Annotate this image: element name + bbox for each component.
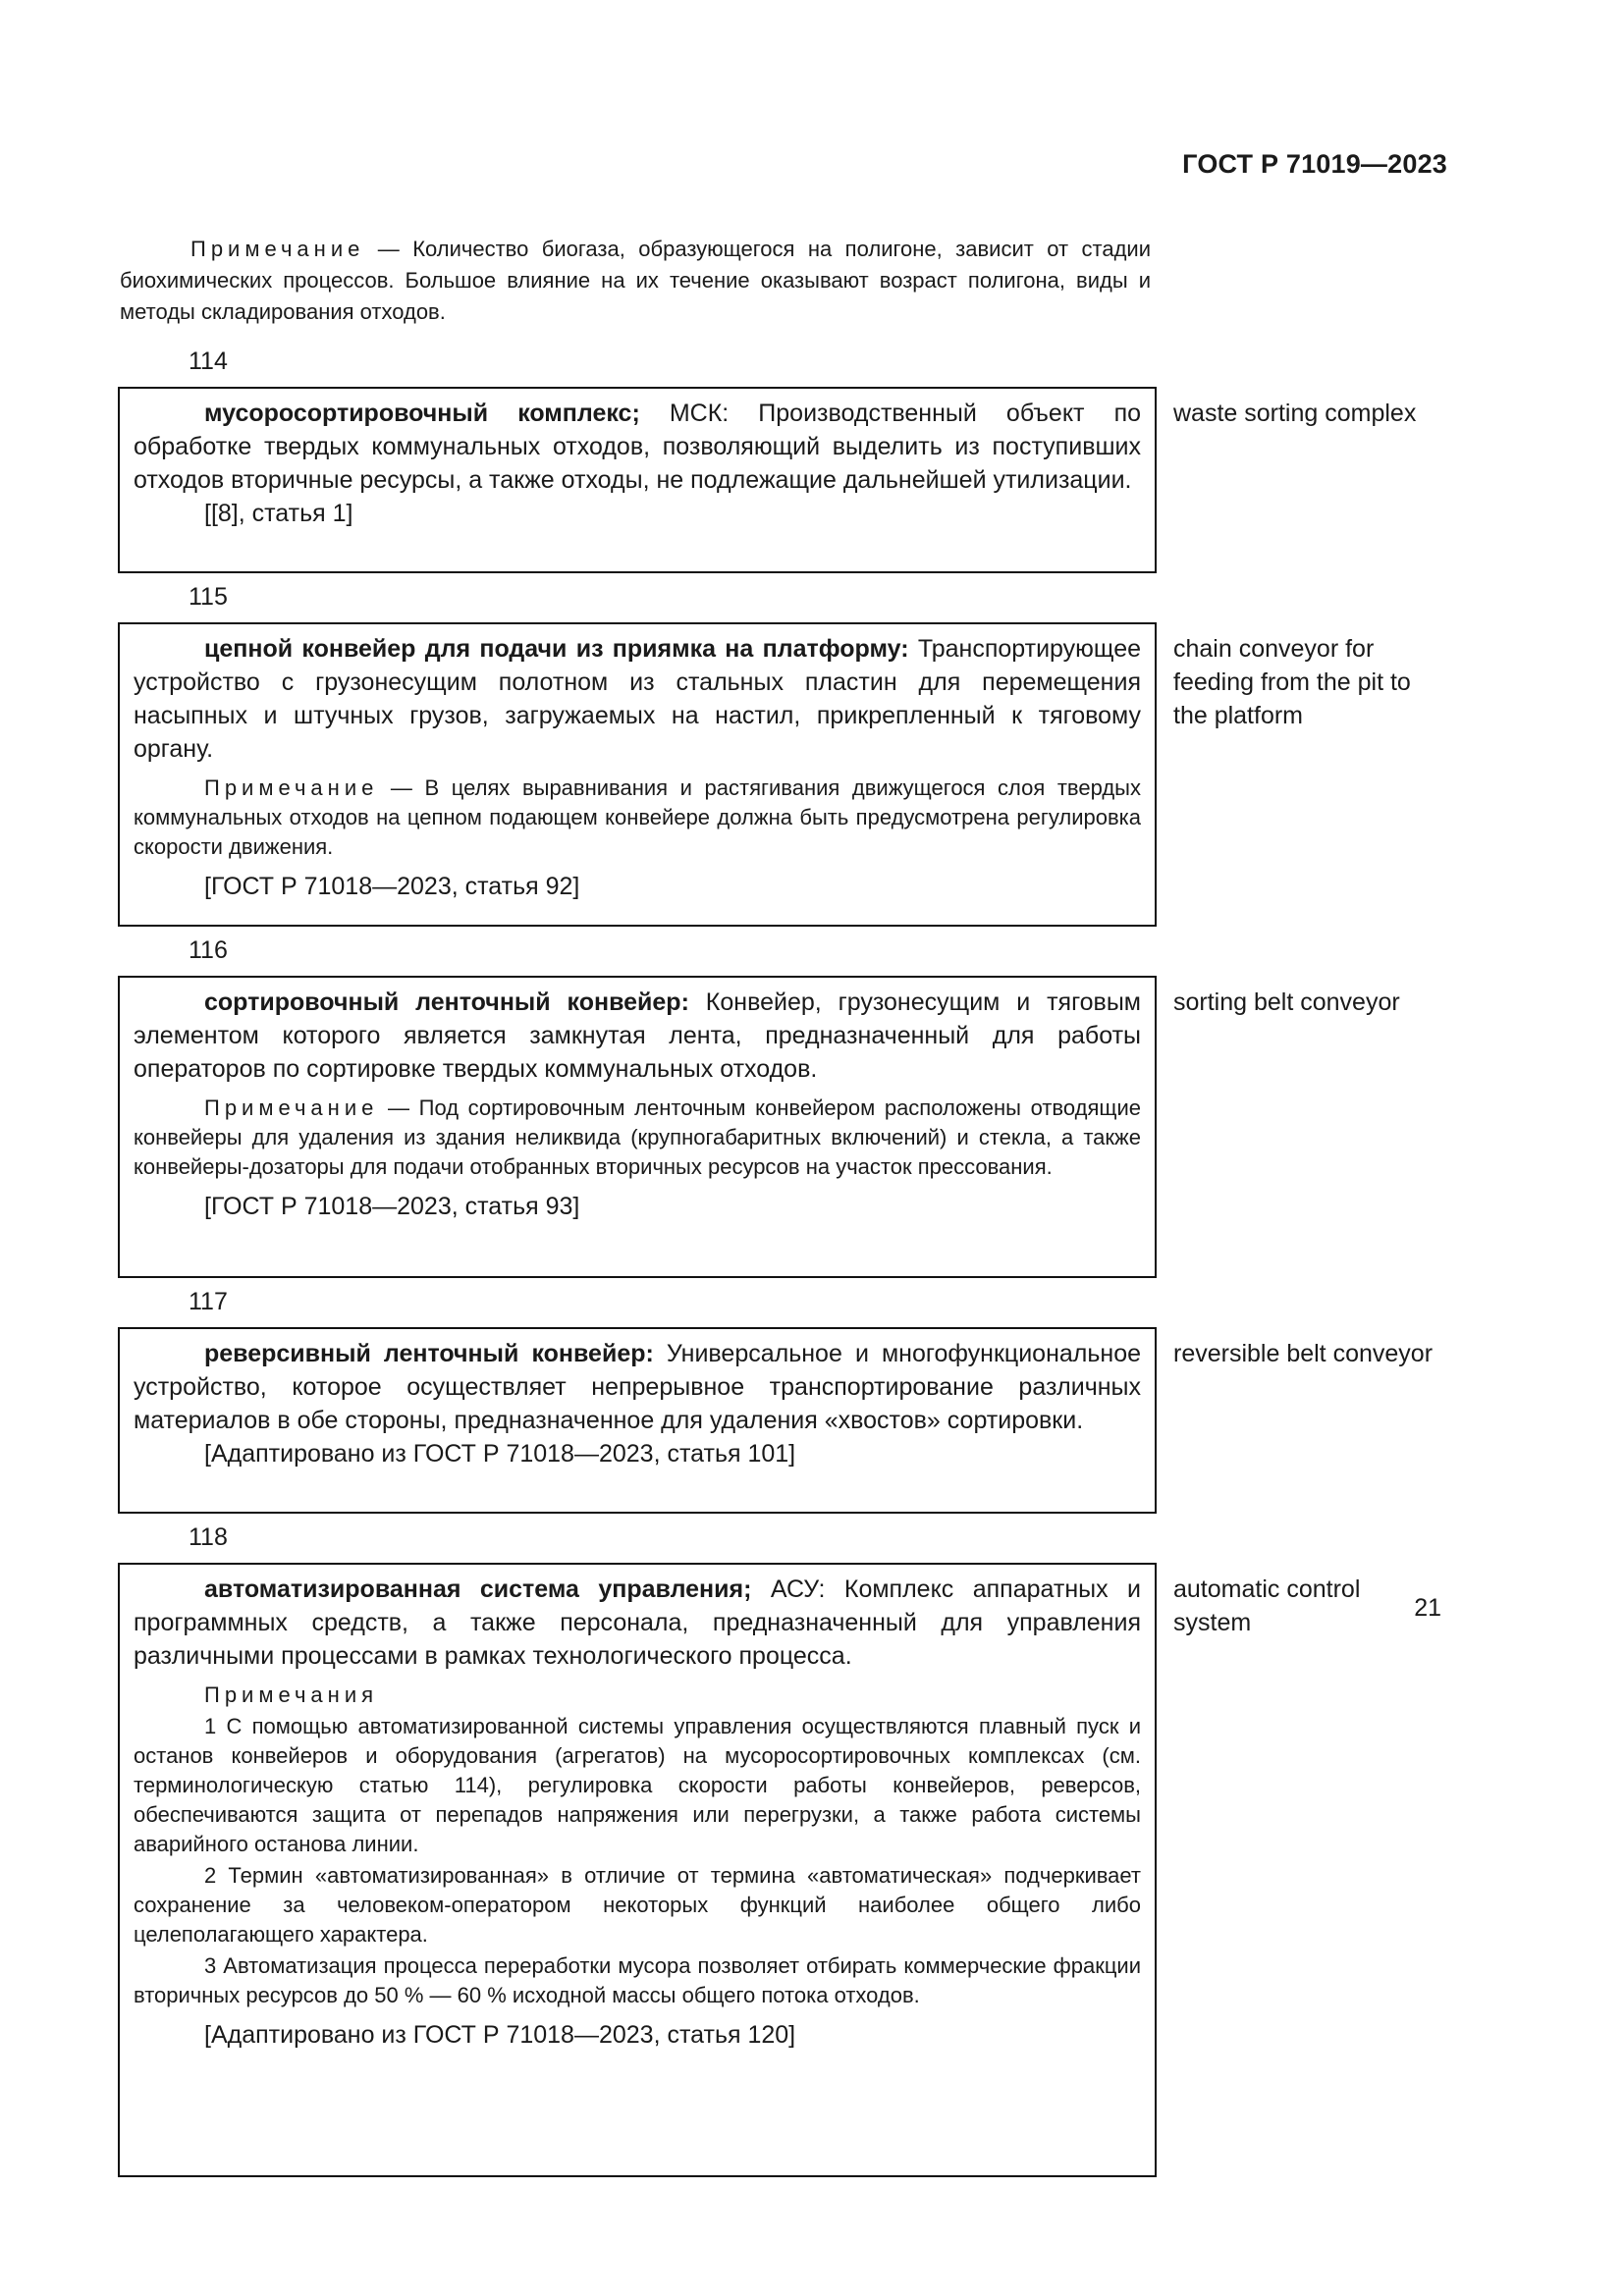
term-number: 116 [189,936,228,964]
term-definition [134,1573,1141,1673]
note-label: Примечание [204,775,379,800]
definition-text: Универсальное и многофункциональное устройство, которое осуществляет непрерывное транспортирование различных материалов в обе стороны, предназначенное для удаления «хвостов» сортировки. [134,1340,1142,1434]
term-note [134,774,1141,862]
note-text: — Под сортировочным ленточным конвейером расположены отводящие конвейеры для удаления из здания неликвида (крупногабаритных включений) и стекла, а также конвейеры-дозаторы для подачи отобранных вторичных ресурсов на участок прессования. [134,1095,1141,1179]
notes-label: Примечания [204,1682,379,1707]
term-source: [Адаптировано из ГОСТ Р 71018—2023, статья 101] [204,1440,796,1468]
term-note: 3 Автоматизация процесса переработки мусора позволяет отбирать коммерческие фракции вторичных ресурсов до 50 % — 60 % исходной массы общего потока отходов. [134,1953,1141,2007]
term-entry [118,387,1157,573]
definition-text: АСУ: Комплекс аппаратных и программных средств, а также персонала, предназначенный для управления различными процессами в рамках технологического процесса. [134,1575,1141,1670]
page-number: 21 [1414,1594,1441,1622]
term-number: 118 [189,1523,228,1551]
term-source: [[8], статья 1] [204,500,353,527]
term-definition [134,986,1141,1086]
term-entry [118,622,1157,927]
note-text: — Количество биогаза, образующегося на полигоне, зависит от стадии биохимических процессов. Большое влияние на их течение оказывают возраст полигона, виды и методы складирования отходов. [120,237,1151,324]
term-english: sorting belt conveyor [1173,988,1400,1016]
term-title: сортировочный ленточный конвейер: [204,988,689,1016]
term-english: waste sorting complex [1173,400,1417,427]
term-definition [134,1337,1141,1437]
term-english: automatic control system [1173,1575,1361,1636]
term-definition [134,397,1141,497]
term-english: chain conveyor for feeding from the pit to the platform [1173,635,1411,729]
note-label: Примечание [204,1095,379,1120]
term-title: реверсивный ленточный конвейер: [204,1340,654,1367]
definition-text: Транспортирующее устройство с грузонесущим полотном из стальных пластин для перемещения насыпных и штучных грузов, загружаемых на настил, прикрепленный к тяговому органу. [134,635,1142,763]
top-note [120,234,1151,328]
term-note: 1 С помощью автоматизированной системы управления осуществляются плавный пуск и останов конвейеров и оборудования (агрегатов) на мусоросортировочных комплексах (см. терминологическую статью 114), регулировка скорости работы конвейеров, реверсов, обеспечиваются защита от перепадов напряжения или перегрузки, а также работа системы аварийного останова линии. [134,1714,1141,1856]
term-entry [118,1563,1157,2177]
term-title: цепной конвейер для подачи из приямка на платформу: [204,635,909,663]
term-note: 2 Термин «автоматизированная» в отличие от термина «автоматическая» подчеркивает сохранение за человеком-оператором некоторых функций наиболее общего либо целеполагающего характера. [134,1863,1141,1947]
term-number: 117 [189,1288,228,1315]
definition-text: МСК: Производственный объект по обработке твердых коммунальных отходов, позволяющий выделить из поступивших отходов вторичные ресурсы, а также отходы, не подлежащие дальнейшей утилизации. [134,400,1142,494]
document-code: ГОСТ Р 71019—2023 [1182,149,1447,179]
note-label: Примечание [190,237,365,261]
term-entry [118,976,1157,1278]
term-number: 114 [189,347,228,375]
term-source: [Адаптировано из ГОСТ Р 71018—2023, статья 120] [204,2021,796,2049]
term-title: автоматизированная система управления; [204,1575,752,1603]
term-title: мусоросортировочный комплекс; [204,400,640,427]
term-definition [134,632,1141,766]
term-source: [ГОСТ Р 71018—2023, статья 93] [204,1193,580,1220]
definition-text: Конвейер, грузонесущим и тяговым элементом которого является замкнутая лента, предназначенный для работы операторов по сортировке твердых коммунальных отходов. [134,988,1141,1083]
note-text: — В целях выравнивания и растягивания движущегося слоя твердых коммунальных отходов на цепном подающем конвейере должна быть предусмотрена регулировка скорости движения. [134,775,1141,859]
term-entry [118,1327,1157,1514]
term-number: 115 [189,583,228,611]
term-source: [ГОСТ Р 71018—2023, статья 92] [204,873,580,900]
term-english: reversible belt conveyor [1173,1340,1434,1367]
term-note [134,1094,1141,1182]
